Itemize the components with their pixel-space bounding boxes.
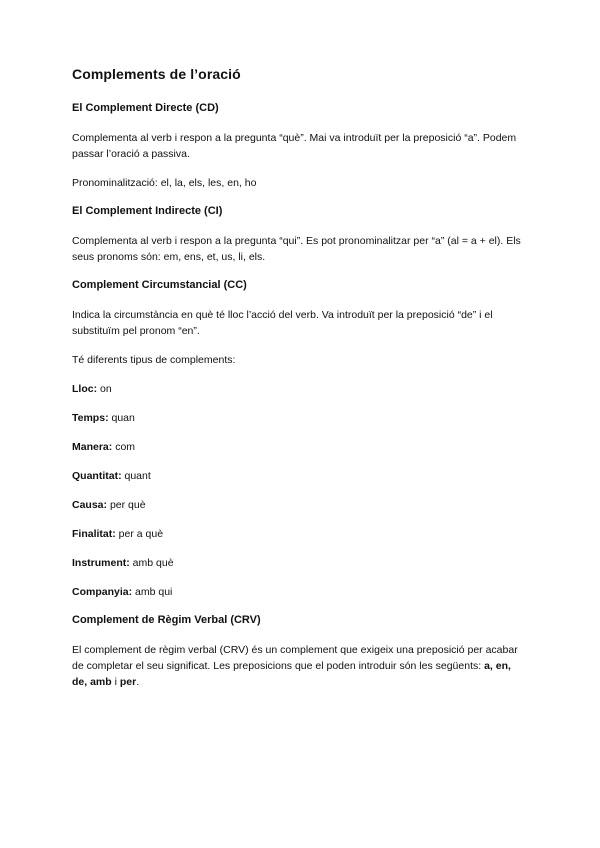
cc-type-label: Companyia:	[72, 586, 133, 598]
cc-type-value: per què	[109, 499, 146, 511]
cc-type-item	[72, 468, 528, 484]
paragraph-crv	[72, 642, 528, 690]
heading-ci: El Complement Indirecte (CI)	[72, 205, 223, 217]
crv-last-prep: per	[119, 676, 137, 688]
paragraph-cc-intro: Té diferents tipus de complements:	[72, 354, 236, 366]
paragraph-ci: Complementa al verb i respon a la pregunta “qui”. Es pot pronominalitzar per “a” (al = a + el). Els seus pronoms són: em, ens, et, us, li, els.	[72, 235, 521, 263]
cc-type-item	[72, 526, 528, 542]
paragraph-cc: Indica la circumstància en què té lloc l’acció del verb. Va introduït per la preposició “de” i el substituïm pel pronom “en”.	[72, 309, 493, 337]
cc-type-value: on	[100, 383, 112, 395]
cc-type-value: quant	[124, 470, 151, 482]
crv-text: El complement de règim verbal (CRV) és un complement que exigeix una preposició per acabar de completar el seu significat. Les preposicions que el poden introduir són les següents:	[72, 644, 518, 672]
cc-type-item	[72, 439, 528, 455]
cc-type-label: Lloc:	[72, 383, 98, 395]
cc-type-label: Causa:	[72, 499, 108, 511]
cc-type-label: Temps:	[72, 412, 109, 424]
cc-type-item	[72, 497, 528, 513]
cc-type-item	[72, 584, 528, 600]
crv-end: .	[136, 676, 140, 688]
paragraph-cd-pronoms: Pronominalització: el, la, els, les, en, ho	[72, 177, 257, 189]
paragraph-cd: Complementa al verb i respon a la pregunta “què”. Mai va introduït per la preposició “a”. Podem passar l’oració a passiva.	[72, 132, 517, 160]
cc-type-label: Finalitat:	[72, 528, 116, 540]
cc-type-value: amb què	[132, 557, 174, 569]
cc-type-label: Instrument:	[72, 557, 130, 569]
cc-type-item	[72, 555, 528, 571]
crv-preps: a, en, de, amb	[72, 660, 511, 688]
crv-conj: i	[114, 676, 117, 688]
heading-crv: Complement de Règim Verbal (CRV)	[72, 614, 261, 626]
cc-type-value: com	[115, 441, 136, 453]
cc-type-item	[72, 410, 528, 426]
cc-type-item	[72, 381, 528, 397]
cc-type-label: Manera:	[72, 441, 113, 453]
cc-type-value: amb qui	[135, 586, 173, 598]
page-title: Complements de l’oració	[72, 66, 241, 82]
cc-type-value: per a què	[118, 528, 164, 540]
cc-type-label: Quantitat:	[72, 470, 122, 482]
heading-cc: Complement Circumstancial (CC)	[72, 279, 247, 291]
cc-type-value: quan	[111, 412, 135, 424]
heading-cd: El Complement Directe (CD)	[72, 102, 219, 114]
